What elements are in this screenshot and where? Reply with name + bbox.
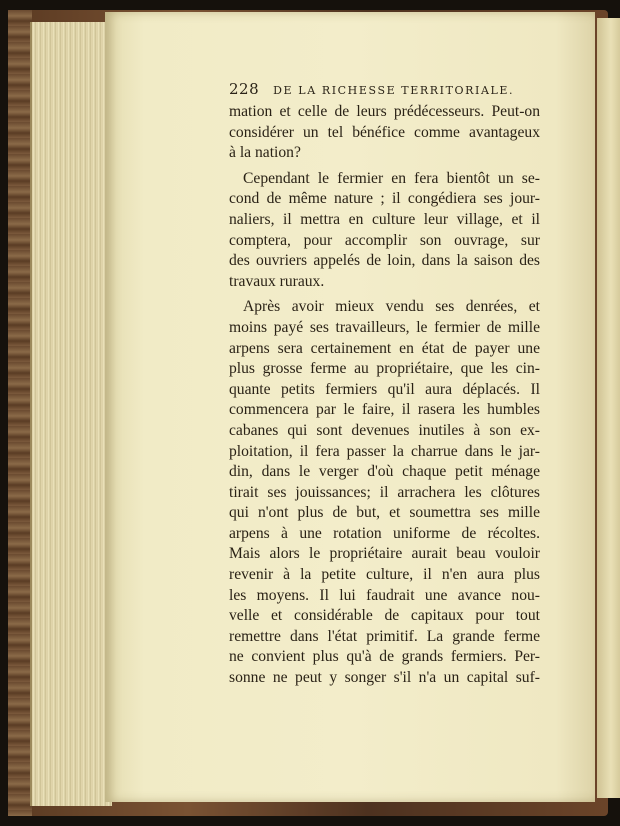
text-line: arpens à une rotation uniforme de récoltes. (229, 524, 540, 542)
text-line: travaux ruraux. (229, 272, 325, 290)
text-line: ne convient plus qu'à de grands fermiers. Per- (229, 648, 540, 666)
text-line: tirait ses jouissances; il arrachera les clôtures (229, 483, 540, 501)
text-line: les moyens. Il lui faudrait une avance nou- (229, 586, 540, 604)
page-stack-edge (30, 22, 112, 806)
text-line: considérer un tel bénéfice comme avantageux (229, 123, 540, 141)
text-line: quante petits fermiers qu'il aura déplacés. Il (229, 380, 540, 398)
text-line: Cependant le fermier en fera bientôt un se- (243, 169, 540, 187)
page-header (229, 80, 559, 100)
text-line: des ouvriers appelés de loin, dans la saison des (229, 252, 540, 270)
body-text (229, 102, 540, 689)
running-title: DE LA RICHESSE TERRITORIALE. (273, 84, 515, 97)
text-line: din, dans le verger d'où chaque petit ménage (229, 463, 540, 481)
text-line: à la nation? (229, 144, 301, 162)
text-line: ploitation, il fera passer la charrue dans le jar- (229, 442, 540, 460)
text-line: plus grosse ferme au propriétaire, que les cin- (229, 360, 540, 378)
text-line: sonne ne peut y songer s'il n'a un capital suf- (229, 669, 540, 687)
marbled-cover-edge (8, 10, 32, 816)
text-line: cond de même nature ; il congédiera ses jour- (229, 190, 540, 208)
text-line: Après avoir mieux vendu ses denrées, et (243, 298, 540, 316)
text-line: comptera, pour accomplir son ouvrage, sur (229, 231, 540, 249)
text-line: naliers, il mettra en culture leur village, et il (229, 210, 540, 228)
text-line: cabanes qui sont devenues inutiles à son ex- (229, 421, 540, 439)
facing-page-edge (597, 18, 620, 798)
text-line: Mais alors le propriétaire aurait beau vouloir (229, 545, 540, 563)
text-line: remettre dans l'état primitif. La grande ferme (229, 627, 540, 645)
text-line: qui n'ont plus de but, et soumettra ses mille (229, 504, 540, 522)
text-line: velle et considérable de capitaux pour tout (229, 607, 540, 625)
text-line: commencera par le faire, il rasera les humbles (229, 401, 540, 419)
text-line: moins payé ses travailleurs, le fermier de mille (229, 318, 540, 336)
text-line: mation et celle de leurs prédécesseurs. Peut-on (229, 103, 540, 120)
text-line: revenir à la petite culture, il n'en aura plus (229, 566, 540, 584)
page-number: 228 (229, 80, 260, 98)
text-line: arpens sera certainement en état de payer une (229, 339, 540, 357)
